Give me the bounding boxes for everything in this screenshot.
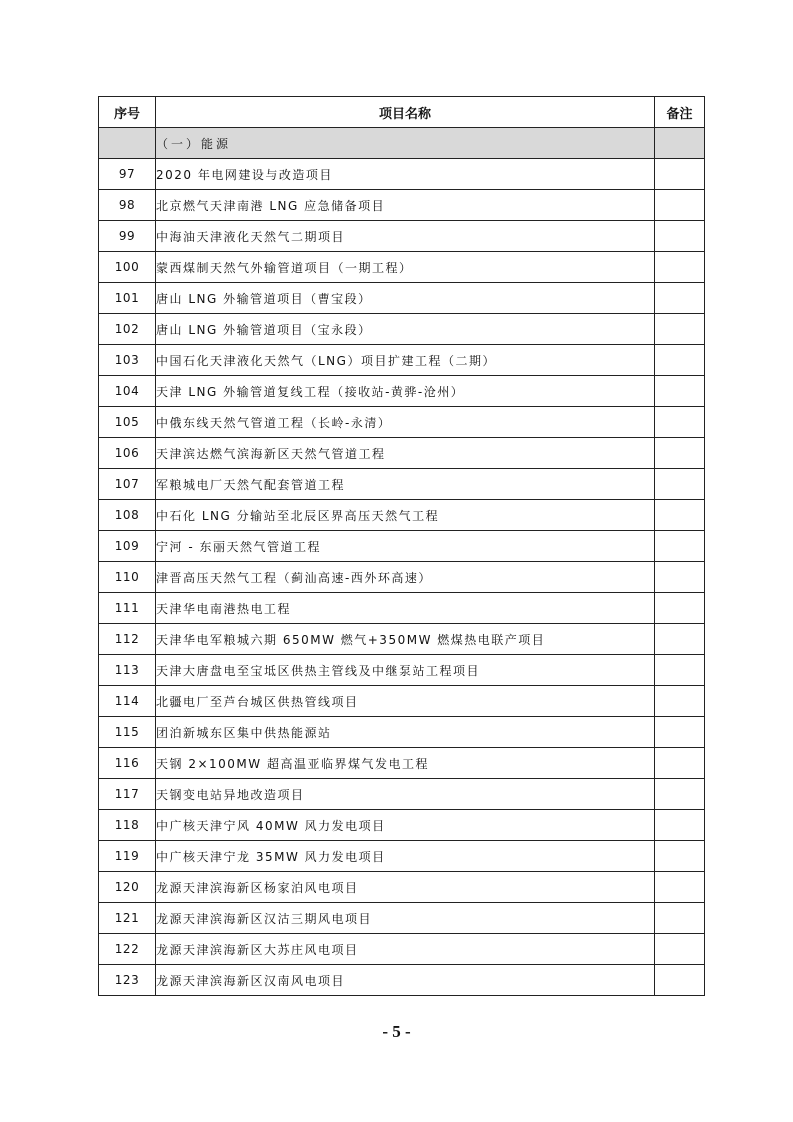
row-project-name: 天津华电军粮城六期 650MW 燃气+350MW 燃煤热电联产项目 — [156, 624, 655, 655]
row-seq: 106 — [99, 438, 156, 469]
row-note — [655, 655, 705, 686]
row-seq: 112 — [99, 624, 156, 655]
row-seq: 118 — [99, 810, 156, 841]
row-note — [655, 810, 705, 841]
table-row — [99, 903, 705, 934]
header-note: 备注 — [655, 97, 705, 128]
row-seq: 109 — [99, 531, 156, 562]
row-seq: 110 — [99, 562, 156, 593]
row-note — [655, 841, 705, 872]
table-row — [99, 221, 705, 252]
table-row — [99, 624, 705, 655]
row-seq: 114 — [99, 686, 156, 717]
row-project-name: 天津 LNG 外输管道复线工程（接收站-黄骅-沧州） — [156, 376, 655, 407]
row-seq: 105 — [99, 407, 156, 438]
table-row — [99, 345, 705, 376]
group-label: （一）能源 — [156, 128, 655, 159]
table-row — [99, 934, 705, 965]
table-row — [99, 841, 705, 872]
project-table — [98, 96, 705, 996]
row-project-name: 中石化 LNG 分输站至北辰区界高压天然气工程 — [156, 500, 655, 531]
row-project-name: 团泊新城东区集中供热能源站 — [156, 717, 655, 748]
table-row — [99, 407, 705, 438]
table-row — [99, 469, 705, 500]
table-row — [99, 314, 705, 345]
row-project-name: 天津滨达燃气滨海新区天然气管道工程 — [156, 438, 655, 469]
row-project-name: 中国石化天津液化天然气（LNG）项目扩建工程（二期） — [156, 345, 655, 376]
row-seq: 107 — [99, 469, 156, 500]
header-seq: 序号 — [99, 97, 156, 128]
row-note — [655, 376, 705, 407]
row-note — [655, 407, 705, 438]
row-project-name: 天津大唐盘电至宝坻区供热主管线及中继泵站工程项目 — [156, 655, 655, 686]
row-note — [655, 748, 705, 779]
group-note-cell — [655, 128, 705, 159]
row-project-name: 中广核天津宁龙 35MW 风力发电项目 — [156, 841, 655, 872]
row-note — [655, 438, 705, 469]
row-project-name: 龙源天津滨海新区汉南风电项目 — [156, 965, 655, 996]
row-project-name: 中海油天津液化天然气二期项目 — [156, 221, 655, 252]
row-project-name: 龙源天津滨海新区大苏庄风电项目 — [156, 934, 655, 965]
row-note — [655, 686, 705, 717]
table-row — [99, 376, 705, 407]
row-seq: 121 — [99, 903, 156, 934]
row-seq: 102 — [99, 314, 156, 345]
table-row — [99, 562, 705, 593]
table-row — [99, 190, 705, 221]
row-project-name: 蒙西煤制天然气外输管道项目（一期工程） — [156, 252, 655, 283]
row-project-name: 龙源天津滨海新区杨家泊风电项目 — [156, 872, 655, 903]
row-project-name: 2020 年电网建设与改造项目 — [156, 159, 655, 190]
row-note — [655, 717, 705, 748]
row-note — [655, 934, 705, 965]
table-row — [99, 748, 705, 779]
row-seq: 115 — [99, 717, 156, 748]
group-row — [99, 128, 705, 159]
row-note — [655, 283, 705, 314]
table-row — [99, 686, 705, 717]
table-row — [99, 655, 705, 686]
table-row — [99, 779, 705, 810]
row-project-name: 龙源天津滨海新区汉沽三期风电项目 — [156, 903, 655, 934]
row-project-name: 中广核天津宁风 40MW 风力发电项目 — [156, 810, 655, 841]
row-note — [655, 624, 705, 655]
row-note — [655, 190, 705, 221]
row-seq: 97 — [99, 159, 156, 190]
table-row — [99, 717, 705, 748]
page-number: - 5 - — [382, 1022, 411, 1041]
row-note — [655, 562, 705, 593]
row-seq: 104 — [99, 376, 156, 407]
row-seq: 103 — [99, 345, 156, 376]
row-project-name: 北疆电厂至芦台城区供热管线项目 — [156, 686, 655, 717]
row-note — [655, 252, 705, 283]
row-note — [655, 779, 705, 810]
row-note — [655, 159, 705, 190]
row-seq: 108 — [99, 500, 156, 531]
row-note — [655, 965, 705, 996]
row-seq: 98 — [99, 190, 156, 221]
row-project-name: 唐山 LNG 外输管道项目（曹宝段） — [156, 283, 655, 314]
row-seq: 99 — [99, 221, 156, 252]
row-project-name: 津晋高压天然气工程（蓟汕高速-西外环高速） — [156, 562, 655, 593]
table-row — [99, 252, 705, 283]
row-note — [655, 531, 705, 562]
row-note — [655, 469, 705, 500]
row-seq: 100 — [99, 252, 156, 283]
row-project-name: 天钢变电站异地改造项目 — [156, 779, 655, 810]
table-row — [99, 531, 705, 562]
group-seq-cell — [99, 128, 156, 159]
row-project-name: 宁河 - 东丽天然气管道工程 — [156, 531, 655, 562]
table-header-row — [99, 97, 705, 128]
row-project-name: 唐山 LNG 外输管道项目（宝永段） — [156, 314, 655, 345]
table-row — [99, 965, 705, 996]
row-project-name: 军粮城电厂天然气配套管道工程 — [156, 469, 655, 500]
row-note — [655, 593, 705, 624]
row-note — [655, 314, 705, 345]
table-row — [99, 159, 705, 190]
header-name: 项目名称 — [156, 97, 655, 128]
row-note — [655, 872, 705, 903]
row-seq: 117 — [99, 779, 156, 810]
row-seq: 116 — [99, 748, 156, 779]
row-seq: 101 — [99, 283, 156, 314]
row-note — [655, 500, 705, 531]
row-project-name: 天钢 2×100MW 超高温亚临界煤气发电工程 — [156, 748, 655, 779]
row-project-name: 中俄东线天然气管道工程（长岭-永清） — [156, 407, 655, 438]
row-note — [655, 903, 705, 934]
row-seq: 120 — [99, 872, 156, 903]
table-row — [99, 810, 705, 841]
table-row — [99, 872, 705, 903]
row-project-name: 天津华电南港热电工程 — [156, 593, 655, 624]
row-seq: 111 — [99, 593, 156, 624]
row-note — [655, 221, 705, 252]
row-project-name: 北京燃气天津南港 LNG 应急储备项目 — [156, 190, 655, 221]
table-row — [99, 593, 705, 624]
row-seq: 123 — [99, 965, 156, 996]
table-row — [99, 438, 705, 469]
row-seq: 119 — [99, 841, 156, 872]
row-seq: 122 — [99, 934, 156, 965]
row-seq: 113 — [99, 655, 156, 686]
table-row — [99, 500, 705, 531]
row-note — [655, 345, 705, 376]
table-row — [99, 283, 705, 314]
